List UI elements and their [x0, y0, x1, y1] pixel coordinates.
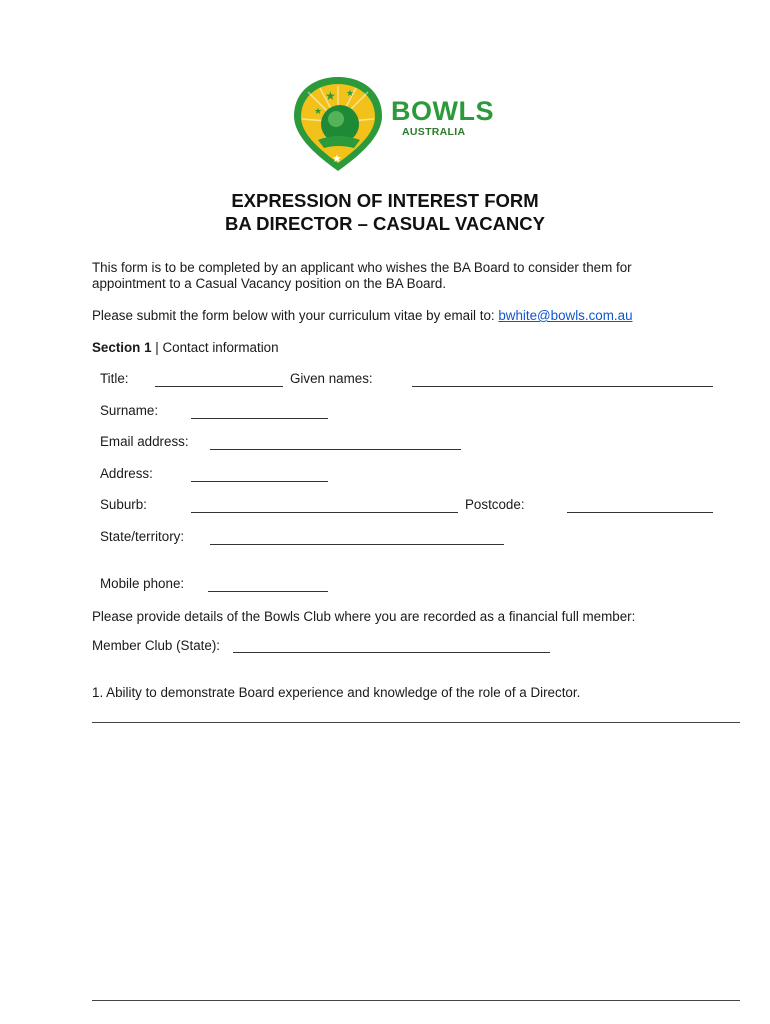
question-1: 1. Ability to demonstrate Board experience and knowledge of the role of a Director. [92, 685, 581, 700]
intro-line-2: appointment to a Casual Vacancy position on the BA Board. [92, 276, 447, 291]
member-club-label: Member Club (State): [92, 638, 220, 653]
address-label: Address: [100, 466, 153, 481]
postcode-label: Postcode: [465, 497, 525, 512]
section1-heading [92, 339, 702, 356]
email-link[interactable]: bwhite@bowls.com.au [498, 308, 633, 323]
state-label: State/territory: [100, 529, 185, 544]
suburb-label: Suburb: [100, 497, 147, 512]
submit-text: Please submit the form below with your curriculum vitae by email to: [92, 308, 499, 323]
member-club-field[interactable] [233, 652, 550, 653]
title-label: Title: [100, 371, 129, 386]
mobile-field[interactable] [208, 591, 328, 592]
state-field[interactable] [210, 544, 504, 545]
given-names-label: Given names: [290, 371, 373, 386]
section1-rest: | Contact information [151, 340, 279, 355]
surname-label: Surname: [100, 403, 159, 418]
postcode-field[interactable] [567, 512, 713, 513]
given-names-field[interactable] [412, 386, 713, 387]
address-field[interactable] [191, 481, 328, 482]
svg-text:★: ★ [346, 89, 355, 99]
email-field[interactable] [210, 449, 461, 450]
svg-text:★: ★ [332, 152, 342, 165]
mobile-label: Mobile phone: [100, 576, 185, 591]
title-field[interactable] [155, 386, 283, 387]
svg-text:★: ★ [314, 107, 323, 117]
form-subtitle: BA DIRECTOR – CASUAL VACANCY [224, 213, 545, 234]
suburb-field[interactable] [191, 512, 458, 513]
intro-line-1: This form is to be completed by an applicant who wishes the BA Board to consider them for [92, 260, 632, 275]
section1-bold: Section 1 [92, 340, 152, 355]
form-title: EXPRESSION OF INTEREST FORM [231, 190, 539, 211]
question-1-answer-line-top[interactable] [92, 722, 740, 723]
logo-brand-line1: BOWLS [391, 96, 494, 126]
email-label: Email address: [100, 434, 189, 449]
svg-text:★: ★ [325, 89, 336, 103]
club-prompt: Please provide details of the Bowls Club where you are recorded as a financial full member: [92, 609, 636, 624]
question-1-answer-line-bottom[interactable] [92, 1000, 740, 1001]
logo-shield-icon [288, 74, 388, 174]
logo-brand-line2: AUSTRALIA [402, 126, 466, 138]
surname-field[interactable] [191, 418, 328, 419]
submit-instructions [92, 307, 702, 324]
